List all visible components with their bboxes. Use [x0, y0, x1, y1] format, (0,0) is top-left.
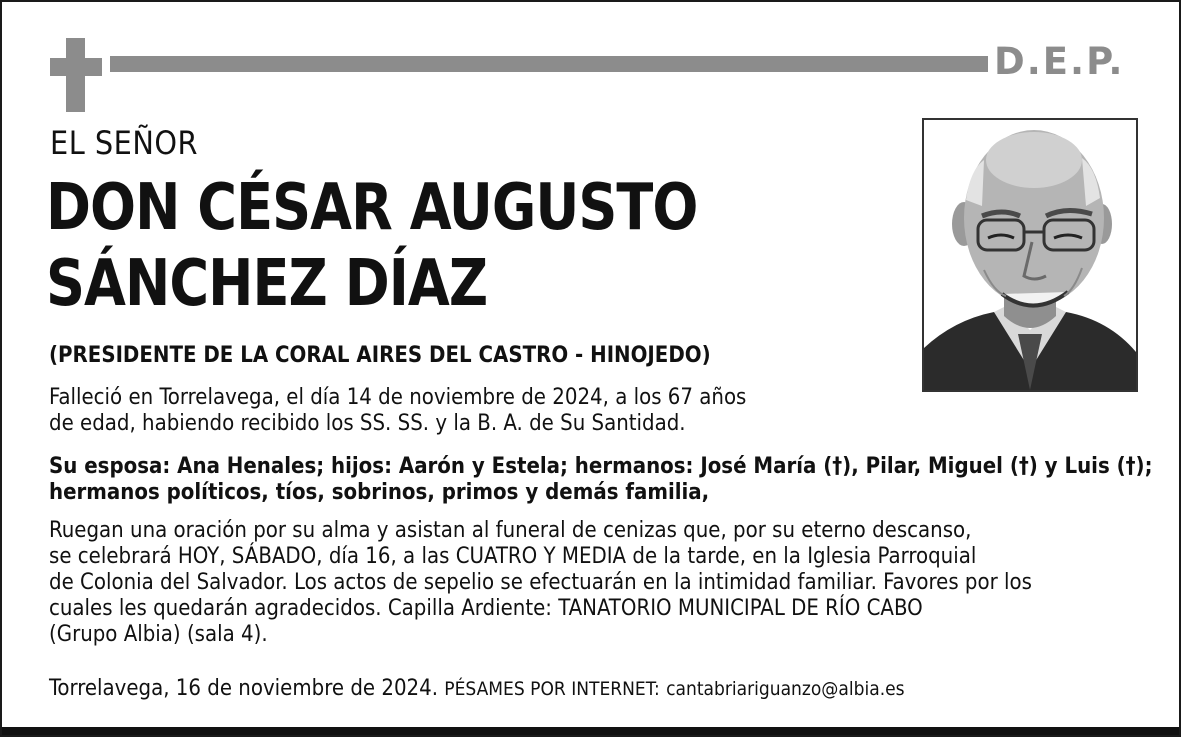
funeral-line: de Colonia del Salvador. Los actos de sepelio se efectuarán en la intimidad familiar. Favores por los: [49, 570, 1032, 595]
portrait-photo: [922, 118, 1138, 392]
header-rule: [110, 56, 988, 72]
pre-title: EL SEÑOR: [50, 124, 199, 162]
footer-line: [49, 676, 905, 702]
deceased-name: [46, 170, 697, 322]
funeral-line: se celebrará HOY, SÁBADO, día 16, a las CUATRO Y MEDIA de la tarde, en la Iglesia Parroquial: [49, 544, 977, 569]
portrait-image: [924, 120, 1136, 390]
family-line: hermanos políticos, tíos, sobrinos, primos y demás familia,: [49, 480, 710, 505]
family-line: Su esposa: Ana Henales; hijos: Aarón y Estela; hermanos: José María (†), Pilar, Miguel (†) y Luis (†);: [49, 454, 1153, 479]
funeral-line: (Grupo Albia) (sala 4).: [49, 622, 268, 647]
subtitle: (PRESIDENTE DE LA CORAL AIRES DEL CASTRO - HINOJEDO): [49, 343, 711, 368]
death-paragraph: [49, 385, 746, 437]
name-line-1: DON CÉSAR AUGUSTO: [46, 171, 698, 245]
death-line: Falleció en Torrelavega, el día 14 de noviembre de 2024, a los 67 años: [49, 385, 747, 410]
condolences-label: PÉSAMES POR INTERNET:: [444, 678, 660, 700]
family-paragraph: [49, 454, 1153, 506]
bottom-rule: [2, 727, 1179, 735]
footer-place-date: Torrelavega, 16 de noviembre de 2024.: [49, 676, 438, 701]
funeral-paragraph: [49, 518, 1032, 648]
name-line-2: SÁNCHEZ DÍAZ: [46, 247, 488, 321]
dep-label: D.E.P.: [994, 40, 1125, 83]
funeral-line: Ruegan una oración por su alma y asistan al funeral de cenizas que, por su eterno descanso,: [49, 518, 972, 543]
death-line: de edad, habiendo recibido los SS. SS. y la B. A. de Su Santidad.: [49, 411, 686, 436]
condolences-email: cantabriariguanzo@albia.es: [666, 678, 905, 700]
funeral-line: cuales les quedarán agradecidos. Capilla Ardiente: TANATORIO MUNICIPAL DE RÍO CABO: [49, 596, 923, 621]
cross-icon: [50, 38, 102, 112]
